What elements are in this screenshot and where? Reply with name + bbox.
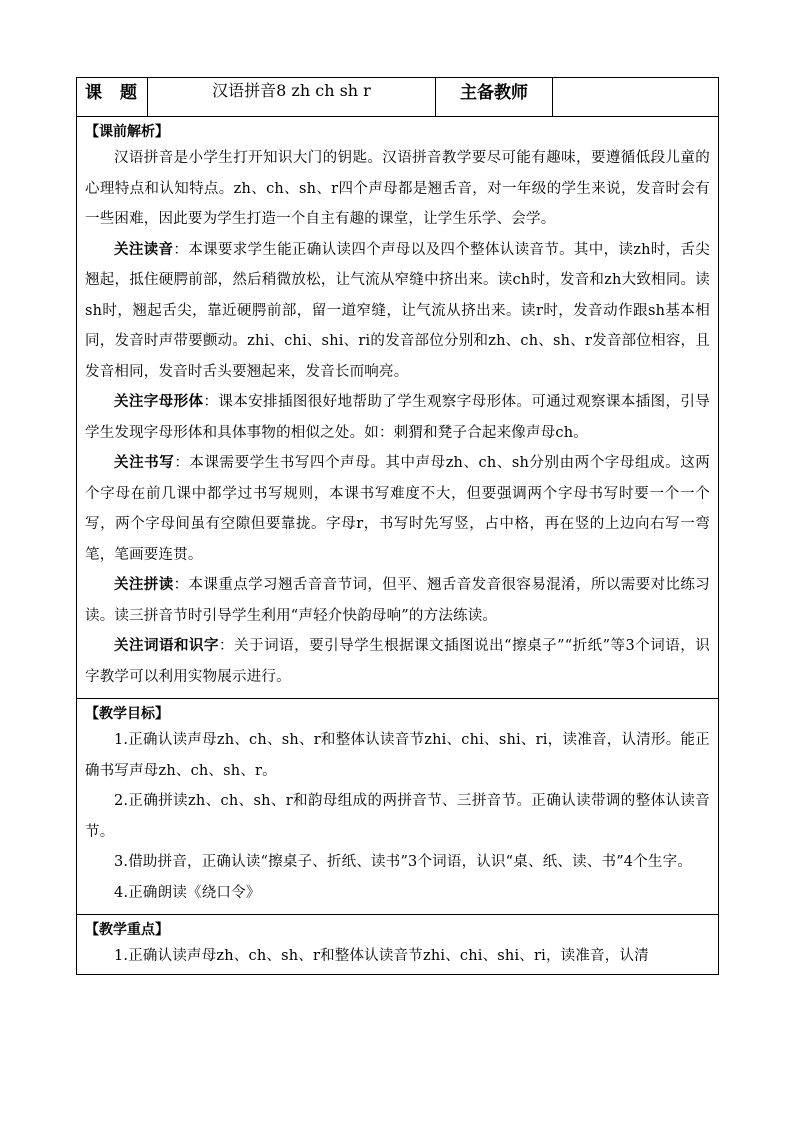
letter-shape-text: ：课本安排插图很好地帮助了学生观察字母形体。可通过观察课本插图，引导学生发现字母形体和具体事物的相似之处。如：刺猬和凳子合起来像声母ch。 [85,394,711,441]
teacher-value [553,78,719,117]
analysis-words [85,631,710,692]
analysis-writing [85,448,710,570]
goals-heading: 【教学目标】 [85,706,169,722]
goals-row [77,699,719,915]
goal-item: 2.正确拼读zh、ch、sh、r和韵母组成的两拼音节、三拼音节。正确认读带调的整体认读音节。 [85,793,710,840]
words-text: ：关于词语，要引导学生根据课文插图说出“擦桌子”“折纸”等3个词语，识字教学可以利用实物展示进行。 [85,638,711,685]
topic-label-left: 课 [85,83,102,103]
topic-label-cell [77,78,148,117]
goal-item: 4.正确朗读《绕口令》 [114,884,261,901]
analysis-pronunciation [85,235,710,388]
analysis-row [77,117,719,699]
analysis-spelling [85,570,710,631]
writing-label: 关注书写 [114,455,175,471]
topic-label-right: 题 [120,83,137,103]
lesson-title: 汉语拼音8 zh ch sh r [148,78,436,117]
letter-shape-label: 关注字母形体 [114,394,204,410]
header-row [77,78,719,117]
pronunciation-text: ：本课要求学生能正确认读四个声母以及四个整体认读音节。其中，读zh时，舌尖翘起，抵住硬腭前部，然后稍微放松，让气流从窄缝中挤出来。读ch时，发音和zh大致相同。读sh时，翘起舌尖，靠近硬腭前部，留一道窄缝，让气流从挤出来。读r时，发音动作跟sh基本相同，发音时声带要颤动。zhi、chi、shi、ri的发音部位分别和zh、ch、sh、r发音部位相容，且发音相同，发音时舌头要翘起来，发音长而响亮。 [85,241,711,380]
analysis-intro: 汉语拼音是小学生打开知识大门的钥匙。汉语拼音教学要尽可能有趣味，要遵循低段儿童的心理特点和认知特点。zh、ch、sh、r四个声母都是翘舌音，对一年级的学生来说，发音时会有一些困难，因此要为学生打造一个自主有趣的课堂，让学生乐学、会学。 [85,150,710,227]
pronunciation-label: 关注读音 [114,241,174,258]
analysis-section [77,117,719,699]
goal-item: 1.正确认读声母zh、ch、sh、r和整体认读音节zhi、chi、shi、ri，读准音，认清形。能正确书写声母zh、ch、sh、r。 [85,732,710,779]
key-points-section [77,915,719,975]
spelling-label: 关注拼读 [114,577,174,593]
teacher-label: 主备教师 [436,78,553,117]
key-points-heading: 【教学重点】 [85,922,169,938]
key-point-item: 1.正确认读声母zh、ch、sh、r和整体认读音节zhi、chi、shi、ri，读准音，认清 [114,948,649,964]
analysis-letter-shape [85,387,710,448]
analysis-heading: 【课前解析】 [85,124,169,140]
words-label: 关注词语和识字 [114,638,220,654]
spelling-text: ：本课重点学习翘舌音音节词，但平、翘舌音发音很容易混淆，所以需要对比练习读。读三拼音节时引导学生利用“声轻介快韵母响”的方法练读。 [85,577,710,624]
lesson-plan-page [76,77,718,975]
writing-text: ：本课需要学生书写四个声母。其中声母zh、ch、sh分别由两个字母组成。这两个字母在前几课中都学过书写规则，本课书写难度不大，但要强调两个字母书写时要一个一个写，两个字母间虽有空隙但要靠拢。字母r，书写时先写竖，占中格，再在竖的上边向右写一弯笔，笔画要连贯。 [85,455,710,563]
key-points-row [77,915,719,975]
goal-item: 3.借助拼音，正确认读“擦桌子、折纸、读书”3个词语，认识“桌、纸、读、书”4个生字。 [114,854,693,870]
goals-section [77,699,719,915]
lesson-plan-table [76,77,719,975]
